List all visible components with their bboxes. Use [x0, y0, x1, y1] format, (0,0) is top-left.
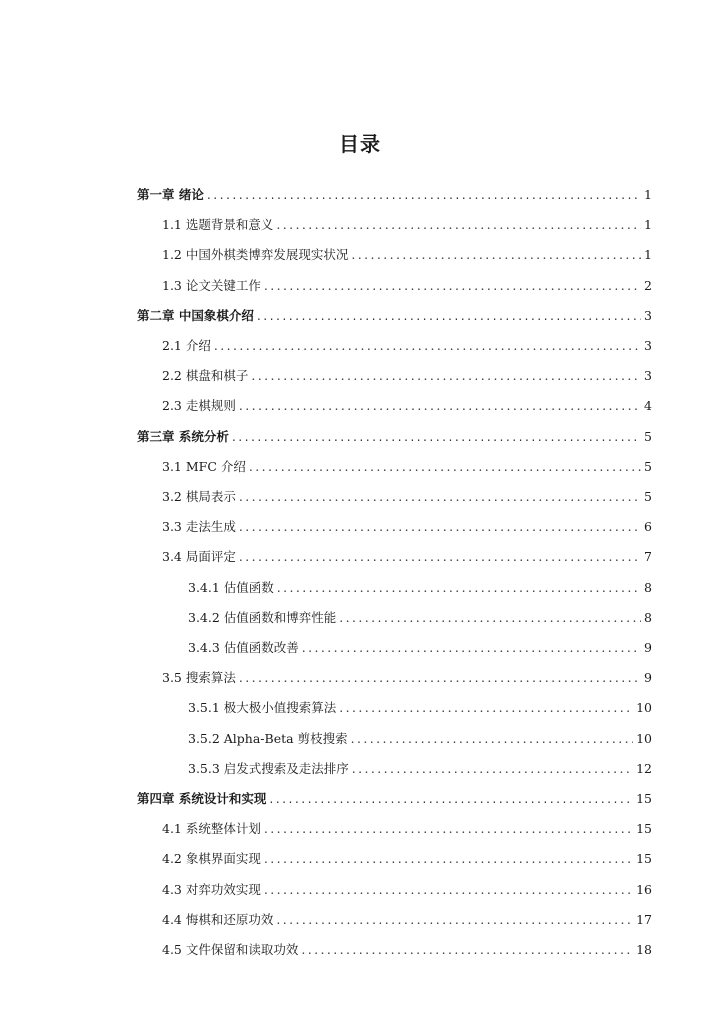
toc-entry[interactable]	[162, 849, 652, 869]
toc-entry-label: 3.3 走法生成	[162, 519, 236, 535]
toc-entry-label: 第四章 系统设计和实现	[137, 791, 267, 806]
toc-entry-label: 第三章 系统分析	[137, 428, 229, 444]
toc-entry[interactable]	[137, 185, 652, 205]
toc-entry-label: 2.1 介绍	[162, 338, 211, 353]
toc-entry[interactable]	[162, 910, 652, 930]
toc-entry-label: 3.1 MFC 介绍	[162, 458, 246, 474]
dot-leader	[269, 789, 633, 809]
dot-leader	[249, 457, 641, 477]
toc-entry-page-number: 15	[636, 851, 652, 867]
toc-entry-page-number: 15	[636, 791, 652, 806]
dot-leader	[264, 849, 633, 869]
toc-entry[interactable]	[137, 789, 652, 809]
toc-entry[interactable]	[188, 608, 652, 628]
toc-entry-label: 2.2 棋盘和棋子	[162, 368, 249, 384]
dot-leader	[339, 698, 633, 718]
toc-entry-page-number: 8	[644, 579, 652, 595]
dot-leader	[339, 608, 641, 628]
toc-entry-label: 1.1 选题背景和意义	[162, 217, 274, 233]
toc-entry-page-number: 9	[644, 640, 652, 655]
toc-entry[interactable]	[137, 306, 652, 326]
dot-leader	[239, 487, 641, 507]
toc-entry-page-number: 5	[644, 458, 652, 474]
toc-entry-page-number: 3	[644, 338, 652, 353]
toc-entry-label: 第二章 中国象棋介绍	[137, 307, 254, 323]
dot-leader	[301, 940, 633, 960]
toc-entry[interactable]	[188, 578, 652, 598]
toc-entry-label: 3.4.3 估值函数改善	[188, 640, 299, 655]
toc-entry-label: 3.4.2 估值函数和博弈性能	[188, 609, 337, 625]
toc-entry-label: 4.1 系统整体计划	[162, 821, 261, 837]
dot-leader	[264, 819, 633, 839]
toc-entry[interactable]	[162, 940, 652, 960]
toc-entry-page-number: 1	[644, 217, 652, 233]
toc-entry-page-number: 17	[636, 911, 652, 927]
toc-entry[interactable]	[188, 638, 652, 658]
toc-entry[interactable]	[162, 336, 652, 356]
toc-entry-label: 3.5 搜索算法	[162, 670, 236, 686]
toc-entry[interactable]	[162, 487, 652, 507]
dot-leader	[276, 910, 633, 930]
dot-leader	[239, 517, 641, 537]
toc-entry-label: 3.2 棋局表示	[162, 489, 236, 504]
toc-entry-page-number: 1	[644, 187, 652, 202]
toc-entry-page-number: 16	[636, 881, 652, 897]
toc-entry-page-number: 10	[636, 730, 652, 746]
toc-entry-label: 第一章 绪论	[137, 187, 204, 202]
toc-entry-label: 3.5.3 启发式搜索及走法排序	[188, 760, 349, 776]
toc-entry-label: 4.5 文件保留和读取功效	[162, 942, 299, 957]
toc-entry-label: 1.3 论文关键工作	[162, 277, 261, 293]
dot-leader	[351, 245, 641, 265]
dot-leader	[257, 306, 641, 326]
toc-entry[interactable]	[162, 457, 652, 477]
toc-entry[interactable]	[162, 880, 652, 900]
toc-entry-page-number: 7	[644, 549, 652, 565]
toc-entry[interactable]	[188, 698, 652, 718]
toc-entry[interactable]	[162, 276, 652, 296]
toc-entry[interactable]	[162, 547, 652, 567]
dot-leader	[239, 668, 641, 688]
toc-entry-page-number: 5	[644, 489, 652, 504]
dot-leader	[264, 276, 641, 296]
dot-leader	[232, 427, 641, 447]
dot-leader	[251, 366, 641, 386]
dot-leader	[276, 215, 641, 235]
toc-entry-page-number: 2	[644, 277, 652, 293]
toc-entry-page-number: 1	[644, 247, 652, 263]
toc-entry[interactable]	[162, 245, 652, 265]
dot-leader	[264, 880, 633, 900]
dot-leader	[277, 578, 641, 598]
toc-entry-page-number: 4	[644, 398, 652, 414]
toc-entry-page-number: 15	[636, 821, 652, 837]
dot-leader	[352, 759, 633, 779]
toc-entry-page-number: 3	[644, 307, 652, 323]
toc-entry-label: 3.4 局面评定	[162, 549, 236, 565]
toc-entry[interactable]	[188, 729, 652, 749]
toc-entry[interactable]	[137, 427, 652, 447]
toc-entry-label: 4.2 象棋界面实现	[162, 851, 261, 867]
dot-leader	[302, 638, 641, 658]
toc-entry-page-number: 6	[644, 519, 652, 535]
dot-leader	[214, 336, 641, 356]
dot-leader	[207, 185, 641, 205]
toc-entry-page-number: 10	[636, 700, 652, 716]
toc-entry-label: 1.2 中国外棋类博弈发展现实状况	[162, 247, 349, 263]
toc-entry-page-number: 12	[636, 760, 652, 776]
toc-entry-page-number: 5	[644, 428, 652, 444]
toc-entry-label: 3.4.1 估值函数	[188, 579, 274, 595]
toc-entry[interactable]	[162, 819, 652, 839]
toc-entry-page-number: 3	[644, 368, 652, 384]
toc-entry[interactable]	[162, 396, 652, 416]
toc-entry-page-number: 9	[644, 670, 652, 686]
toc-entry[interactable]	[162, 366, 652, 386]
toc-entry[interactable]	[162, 215, 652, 235]
toc-entry-page-number: 8	[644, 609, 652, 625]
toc-entry-label: 3.5.2 Alpha-Beta 剪枝搜索	[188, 730, 348, 746]
dot-leader	[351, 729, 634, 749]
toc-title: 目录	[339, 132, 381, 156]
toc-entry-label: 2.3 走棋规则	[162, 398, 236, 414]
dot-leader	[239, 396, 641, 416]
toc-entry-label: 4.3 对弈功效实现	[162, 881, 261, 897]
toc-entry[interactable]	[162, 668, 652, 688]
dot-leader	[239, 547, 641, 567]
toc-entry[interactable]	[162, 517, 652, 537]
toc-entry-label: 3.5.1 极大极小值搜索算法	[188, 700, 337, 716]
toc-entry-page-number: 18	[636, 942, 652, 957]
toc-entry[interactable]	[188, 759, 652, 779]
toc-entry-label: 4.4 悔棋和还原功效	[162, 911, 274, 927]
